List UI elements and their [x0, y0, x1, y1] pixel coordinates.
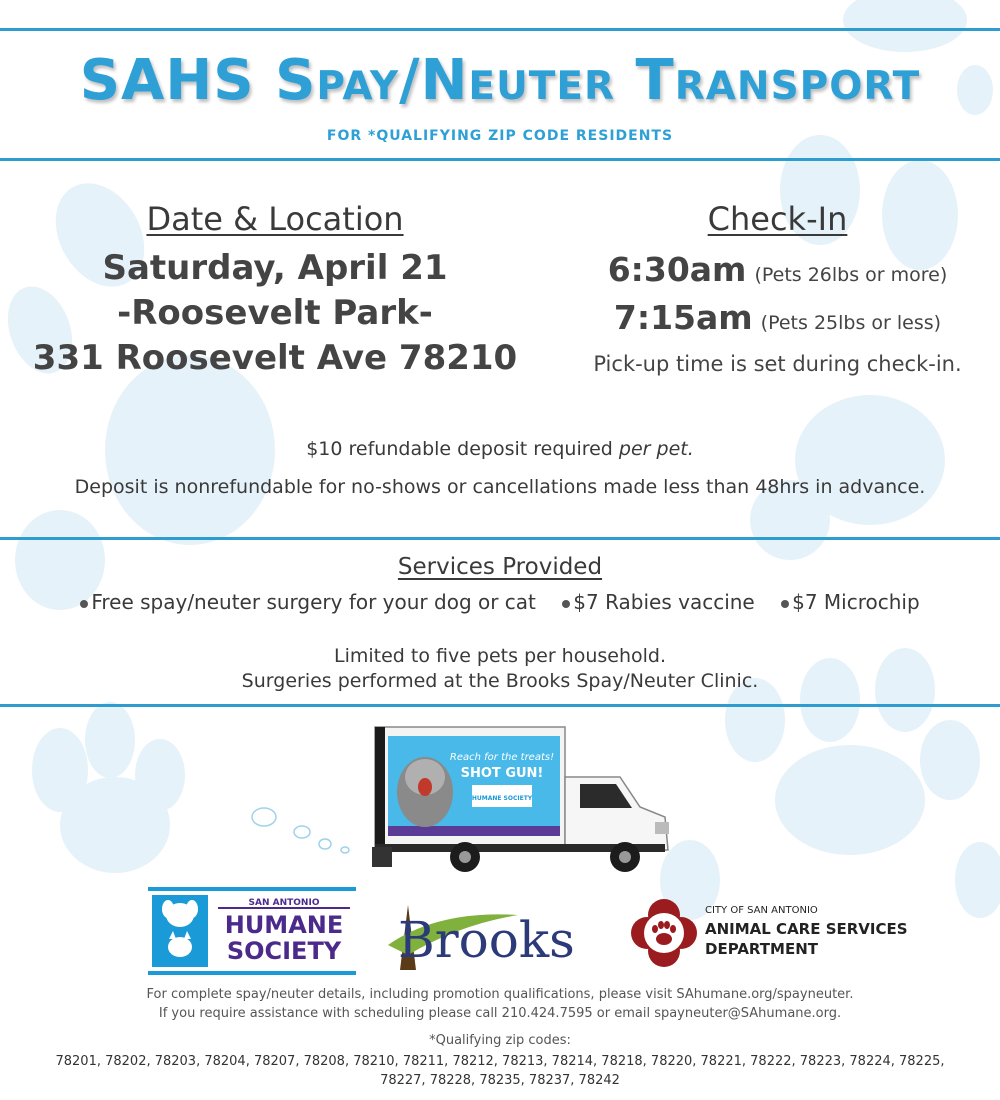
surgery-location: Surgeries performed at the Brooks Spay/Neuter Clinic. — [241, 670, 759, 692]
top-rule — [0, 28, 1000, 31]
services-list — [0, 590, 1000, 614]
zip-codes-heading: *Qualifying zip codes: — [429, 1033, 571, 1048]
animal-care-services-logo[interactable] — [625, 893, 908, 973]
section-rule-2 — [0, 704, 1000, 707]
zip-codes-line: 78201, 78202, 78203, 78204, 78207, 78208, 78210, 78211, 78212, 78213, 78214, 78218, 78220, 78221, 78222, 78223, 78224, 78225, — [55, 1054, 945, 1069]
humane-society-logo[interactable] — [148, 887, 356, 975]
brooks-logo[interactable] — [378, 885, 600, 973]
service-item — [562, 590, 754, 614]
check-in-time-row — [565, 298, 990, 337]
event-venue: -Roosevelt Park- — [117, 293, 433, 333]
bullet-icon — [562, 600, 570, 608]
zip-codes-list — [30, 1052, 970, 1090]
deposit-line — [0, 438, 1000, 460]
truck-sign-headline: SHOT GUN! — [460, 766, 544, 781]
service-label: $7 Microchip — [792, 590, 920, 614]
brooks-logo-name: Brooks — [398, 911, 575, 969]
deposit-text: $10 refundable deposit required — [306, 438, 613, 460]
bullet-icon — [781, 600, 789, 608]
event-date: Saturday, April 21 — [102, 248, 448, 288]
hs-logo-line2: SOCIETY — [226, 937, 342, 965]
acs-logo-line3: DEPARTMENT — [705, 940, 818, 958]
contact-scheduling: If you require assistance with scheduling please call 210.424.7595 or email spayneuter@SAhumane.org. — [158, 1006, 842, 1021]
acs-logo-line2: ANIMAL CARE SERVICES — [705, 920, 908, 938]
services-heading: Services Provided — [397, 554, 603, 580]
check-in-heading: Check-In — [707, 200, 848, 238]
service-label: $7 Rabies vaccine — [573, 590, 755, 614]
transport-truck-image — [240, 722, 680, 882]
deposit-policy: Deposit is nonrefundable for no-shows or cancellations made less than 48hrs in advance. — [74, 476, 926, 498]
acs-logo-line1: CITY OF SAN ANTONIO — [705, 905, 818, 916]
bullet-icon — [80, 600, 88, 608]
event-address: 331 Roosevelt Ave 78210 — [32, 338, 518, 378]
page-subtitle: FOR *QUALIFYING ZIP CODE RESIDENTS — [326, 128, 674, 144]
hs-logo-line1: HUMANE — [224, 911, 344, 939]
heart-paw-icon — [631, 899, 697, 967]
check-in-time: 6:30am — [607, 250, 747, 289]
zip-codes-line: 78227, 78228, 78235, 78237, 78242 — [380, 1073, 620, 1088]
section-rule-1 — [0, 537, 1000, 540]
service-item — [80, 590, 536, 614]
service-label: Free spay/neuter surgery for your dog or cat — [91, 590, 536, 614]
truck-sign-brand: HUMANE SOCIETY — [471, 795, 533, 802]
check-in-note: (Pets 26lbs or more) — [754, 264, 948, 286]
deposit-emphasis: per pet. — [618, 438, 694, 460]
check-in-time-row — [565, 250, 990, 289]
cloud-puff-icon — [252, 808, 349, 853]
contact-details: For complete spay/neuter details, including promotion qualifications, please visit SAhumane.org/spayneuter. — [146, 987, 854, 1002]
check-in-time: 7:15am — [613, 298, 753, 337]
page-title: SAHS Spay/Neuter Transport — [79, 48, 921, 113]
household-limit: Limited to five pets per household. — [333, 645, 667, 667]
check-in-note: (Pets 25lbs or less) — [760, 312, 942, 334]
date-location-heading: Date & Location — [146, 200, 404, 238]
hs-logo-top-text: SAN ANTONIO — [248, 898, 320, 908]
header-bottom-rule — [0, 158, 1000, 161]
service-item — [781, 590, 920, 614]
truck-sign-text: Reach for the treats! — [449, 752, 555, 763]
pickup-note: Pick-up time is set during check-in. — [593, 352, 962, 376]
